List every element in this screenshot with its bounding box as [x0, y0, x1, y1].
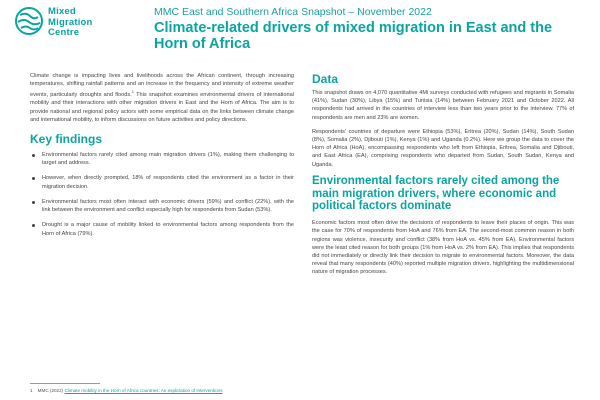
footnote-number: 1	[30, 388, 33, 393]
footnote	[30, 388, 223, 393]
data-paragraph-1: This snapshot draws on 4,070 quantitative 4Mi surveys conducted with refugees and migrants in Somalia (41%), Sudan (30%), Libya (15%) and Tunisia (14%) between February 2021 and October 2022. All respondents had arrived in the countries of interview less than two years prior to the interview. 77% of respondents are men and 23% are women.	[312, 90, 574, 121]
section-heading: Environmental factors rarely cited among the main migration drivers, where economic and political factors dominate	[312, 174, 560, 213]
page-header	[0, 0, 600, 62]
key-findings-list	[30, 151, 294, 238]
finding-item: Environmental factors most often interact with economic drivers (59%) and conflict (22%), with the link between the environment and conflict especially high for respondents from Sudan (53%).	[30, 198, 294, 214]
footnote-link[interactable]: Climate mobility in the Horn of Africa countries: An exploration of interventions	[64, 388, 223, 393]
logo-line: Migration	[48, 16, 93, 28]
footnote-marker[interactable]: 1	[131, 89, 134, 95]
right-column	[312, 72, 574, 283]
footnote-divider	[30, 383, 100, 384]
key-findings-heading: Key findings	[30, 132, 103, 147]
globe-logo-icon	[14, 6, 44, 36]
logo-line: Centre	[48, 27, 80, 38]
left-column	[30, 72, 294, 245]
logo-line: Mixed	[48, 6, 76, 17]
logo-wordmark	[48, 7, 93, 39]
finding-item: Environmental factors rarely cited among main migration drivers (1%), making them challenging to target and address.	[30, 151, 294, 167]
finding-item: Drought is a major cause of mobility linked to environmental factors among respondents from the Horn of Africa (79%).	[30, 221, 294, 237]
section-paragraph: Economic factors most often drive the decisions of respondents to leave their places of origin. This was the case for 70% of respondents from HoA and 76% from EA. The second-most common reason in both regions was violence, insecurity and conflict (38% from HoA vs. 45% from EA). Environmental factors were the least cited reason for both groups (1% from HoA vs. 2% from EA). This implies that respondents did not immediately or directly link their decision to migrate to environmental factors. Moreover, the data reveal that many respondents (40%) reported multiple migration drivers, highlighting the multidimensional nature of migration processes.	[312, 220, 574, 276]
document-title: Climate-related drivers of mixed migration in East and the Horn of Africa	[154, 20, 553, 52]
footnote-source: MMC (2022)	[37, 388, 64, 393]
snapshot-subtitle: MMC East and Southern Africa Snapshot – November 2022	[154, 6, 432, 18]
data-heading: Data	[312, 72, 339, 86]
intro-paragraph: Climate change is impacting lives and livelihoods across the African continent, through increasing temperatures, shifting rainfall patterns and an increase in the frequency and intensity of extreme weather events, particularly droughts and floods.$^1$ This snapshot examines environmental drivers of international mobility and their interactions with other migration drivers in East and the Horn of Africa. The aim is to provide national and regional policy actors with some empirical data on the links between climate change and international mobility, to inform discussions on future activities and policy directions.	[30, 73, 294, 123]
finding-item: However, when directly prompted, 18% of respondents cited the environment as a factor in their migration decision.	[30, 174, 294, 190]
mmc-logo	[14, 6, 124, 46]
data-paragraph-2: Respondents’ countries of departure were Ethiopia (53%), Eritrea (20%), Sudan (14%), South Sudan (8%), Somalia (2%), Djibouti (1%), Kenya (1%) and Uganda (0.2%). Here we group the data to cover the Horn of Africa (HoA), encompassing respondents who left from Ethiopia, Eritrea, Somalia and Djibouti, and East Africa (EA), comprising respondents who departed from Sudan, South Sudan, Kenya and Uganda.	[312, 128, 574, 168]
